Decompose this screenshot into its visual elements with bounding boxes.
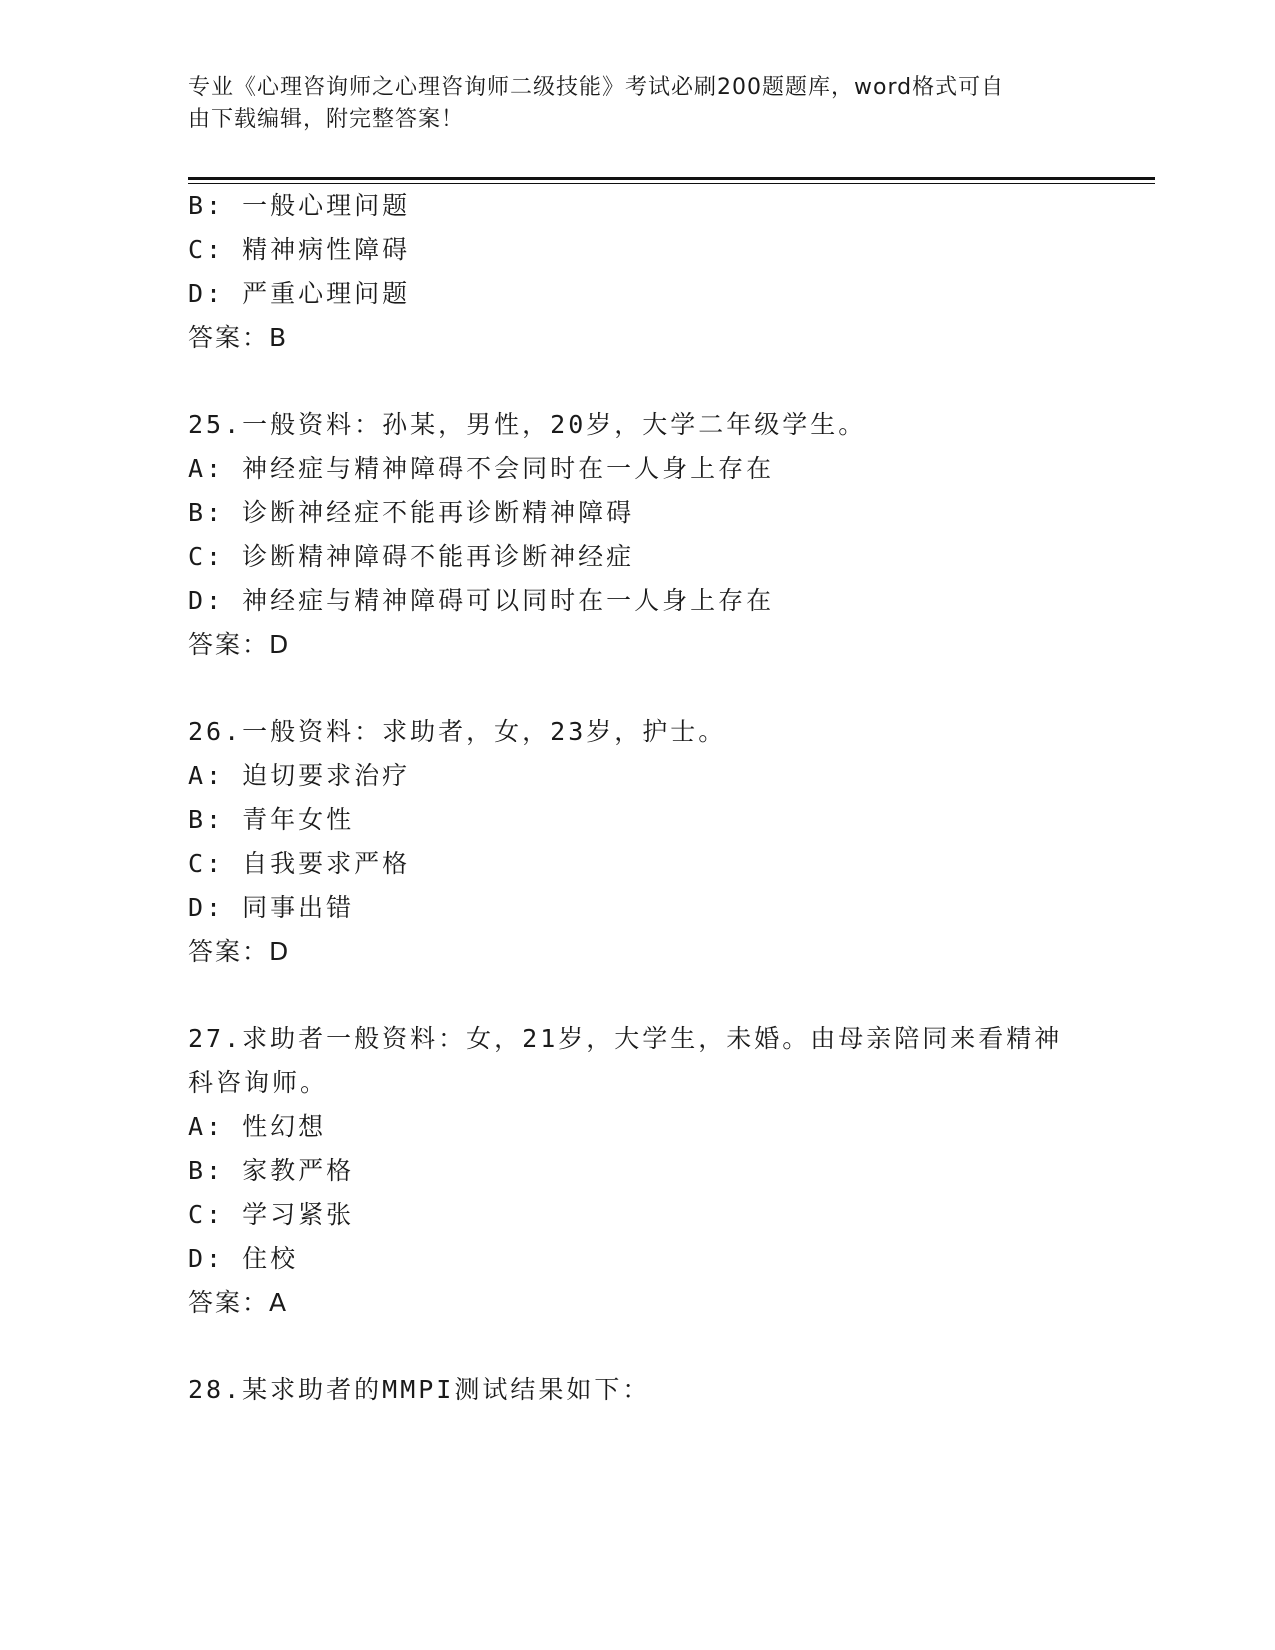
q26-answer: 答案：D	[188, 937, 291, 966]
header-line-1: 专业《心理咨询师之心理咨询师二级技能》考试必刷200题题库，word格式可自	[188, 75, 1005, 100]
header-divider-thin	[188, 183, 1155, 184]
q24-answer: 答案：B	[188, 323, 289, 352]
q27-stem-line-1: 27.求助者一般资料：女，21岁，大学生，未婚。由母亲陪同来看精神	[188, 1024, 1063, 1053]
q26-stem: 26.一般资料：求助者，女，23岁，护士。	[188, 717, 727, 746]
q27-stem-line-2: 科咨询师。	[188, 1068, 329, 1097]
q25-option-d: D: 神经症与精神障碍可以同时在一人身上存在	[188, 586, 775, 615]
q26-option-d: D: 同事出错	[188, 893, 355, 922]
q27-answer: 答案：A	[188, 1288, 289, 1317]
q26-option-a: A: 迫切要求治疗	[188, 761, 411, 790]
q24-option-d: D: 严重心理问题	[188, 279, 411, 308]
q27-option-a: A: 性幻想	[188, 1112, 327, 1141]
q24-option-b: B: 一般心理问题	[188, 191, 411, 220]
header-divider-thick	[188, 177, 1155, 180]
q24-option-c: C: 精神病性障碍	[188, 235, 411, 264]
q26-option-c: C: 自我要求严格	[188, 849, 411, 878]
q27-option-d: D: 住校	[188, 1244, 299, 1273]
q27-option-b: B: 家教严格	[188, 1156, 355, 1185]
document-header	[188, 72, 1088, 136]
q28-stem: 28.某求助者的MMPI测试结果如下：	[188, 1375, 651, 1404]
q25-option-c: C: 诊断精神障碍不能再诊断神经症	[188, 542, 635, 571]
q26-option-b: B: 青年女性	[188, 805, 355, 834]
q25-stem: 25.一般资料：孙某，男性，20岁，大学二年级学生。	[188, 410, 867, 439]
q25-answer: 答案：D	[188, 630, 291, 659]
q27-option-c: C: 学习紧张	[188, 1200, 355, 1229]
header-line-2: 由下载编辑，附完整答案！	[188, 107, 465, 132]
q25-option-a: A: 神经症与精神障碍不会同时在一人身上存在	[188, 454, 775, 483]
q25-option-b: B: 诊断神经症不能再诊断精神障碍	[188, 498, 635, 527]
